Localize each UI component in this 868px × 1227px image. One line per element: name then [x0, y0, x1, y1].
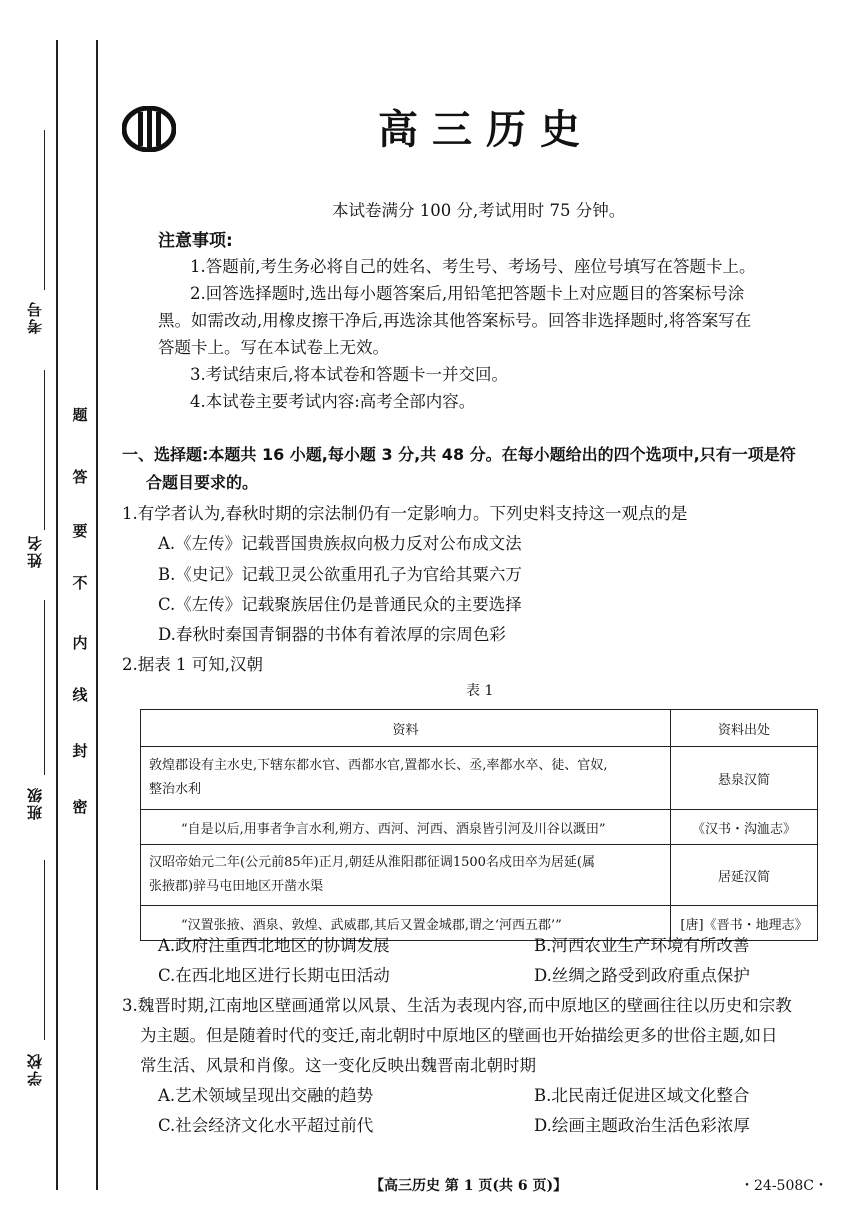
table-cell-source: 悬泉汉简: [671, 747, 818, 810]
class-label: 班级: [26, 786, 44, 820]
question-2-stem: 2.据表 1 可知,汉朝: [122, 655, 263, 674]
notes-line: 2.回答选择题时,选出每小题答案后,用铅笔把答题卡上对应题目的答案标号涂: [190, 284, 745, 303]
seal-warning-char: 线: [72, 686, 88, 704]
table-cell-source: 《汉书・沟洫志》: [671, 810, 818, 845]
exam-no-underline: [44, 130, 45, 290]
question-3-stem-cont: 常生活、风景和肖像。这一变化反映出魏晋南北朝时期: [140, 1056, 536, 1075]
table-cell-content: “汉置张掖、酒泉、敦煌、武威郡,其后又置金城郡,谓之‘河西五郡’”: [141, 906, 671, 941]
binding-line-inner: [96, 40, 98, 1190]
source-table: [140, 709, 818, 941]
seal-warning-char: 要: [72, 522, 88, 540]
question-3-option-c: C.社会经济文化水平超过前代: [158, 1116, 374, 1135]
notes-line: 1.答题前,考生务必将自己的姓名、考生号、考场号、座位号填写在答题卡上。: [190, 257, 756, 276]
page-footer: 【高三历史 第 1 页(共 6 页)】: [370, 1178, 568, 1194]
class-underline: [44, 600, 45, 775]
question-2-option-a: A.政府注重西北地区的协调发展: [158, 936, 390, 955]
question-1-option-d: D.春秋时秦国青铜器的书体有着浓厚的宗周色彩: [158, 625, 506, 644]
school-label: 学校: [26, 1052, 44, 1086]
section-heading-cont: 合题目要求的。: [146, 473, 259, 492]
section-heading: 一、选择题:本题共 16 小题,每小题 3 分,共 48 分。在每小题给出的四个选项中,只有一项是符: [122, 445, 796, 464]
question-3-stem: 3.魏晋时期,江南地区壁画通常以风景、生活为表现内容,而中原地区的壁画往往以历史和宗教: [122, 996, 792, 1015]
seal-warning-char: 内: [72, 634, 88, 652]
table-cell-source: [唐]《晋书・地理志》: [671, 906, 818, 941]
binding-line-outer: [56, 40, 58, 1190]
table-cell-content: 敦煌郡设有主水史,下辖东都水官、西都水官,置都水长、丞,率都水卒、徒、官奴, 整治水利: [141, 747, 671, 810]
question-3-option-a: A.艺术领域呈现出交融的趋势: [158, 1086, 374, 1105]
notes-heading: 注意事项:: [158, 231, 233, 251]
table-row: [141, 810, 818, 845]
table-header-cell: 资料: [141, 710, 671, 747]
publisher-logo-icon: [122, 106, 176, 152]
table-cell-content: 汉昭帝始元二年(公元前85年)正月,朝廷从淮阳郡征调1500名戍田卒为居延(属 张掖郡)骍马屯田地区开凿水渠: [141, 845, 671, 906]
school-underline: [44, 860, 45, 1040]
question-1-option-c: C.《左传》记载聚族居住仍是普通民众的主要选择: [158, 595, 522, 614]
seal-warning-char: 密: [72, 798, 88, 816]
table-cell-content: “自是以后,用事者争言水利,朔方、西河、河西、酒泉皆引河及川谷以溉田”: [141, 810, 671, 845]
question-2-option-c: C.在西北地区进行长期屯田活动: [158, 966, 390, 985]
question-3-stem-cont: 为主题。但是随着时代的变迁,南北朝时中原地区的壁画也开始描绘更多的世俗主题,如日: [140, 1026, 778, 1045]
question-2-option-b: B.河西农业生产环境有所改善: [534, 936, 750, 955]
question-3-option-d: D.绘画主题政治生活色彩浓厚: [534, 1116, 750, 1135]
table-row: [141, 747, 818, 810]
table-cell-source: 居延汉简: [671, 845, 818, 906]
question-3-option-b: B.北民南迁促进区域文化整合: [534, 1086, 750, 1105]
table-header-row: [141, 710, 818, 747]
table-header-cell: 资料出处: [671, 710, 818, 747]
seal-warning-char: 题: [72, 406, 88, 424]
question-1-option-a: A.《左传》记载晋国贵族叔向极力反对公布成文法: [158, 534, 522, 553]
name-underline: [44, 370, 45, 530]
notes-line: 答题卡上。写在本试卷上无效。: [158, 338, 389, 357]
table-row: [141, 845, 818, 906]
page-title: 高三历史: [378, 107, 594, 153]
exam-no-label: 考号: [26, 300, 44, 334]
question-1-option-b: B.《史记》记载卫灵公欲重用孔子为官给其粟六万: [158, 565, 522, 584]
seal-warning-char: 答: [72, 468, 88, 486]
notes-line: 4.本试卷主要考试内容:高考全部内容。: [190, 392, 476, 411]
table-caption: 表 1: [466, 683, 494, 699]
notes-line: 黑。如需改动,用橡皮擦干净后,再选涂其他答案标号。回答非选择题时,将答案写在: [158, 311, 752, 330]
exam-intro: 本试卷满分 100 分,考试用时 75 分钟。: [332, 201, 626, 220]
exam-code: ・24-508C・: [740, 1178, 828, 1194]
seal-warning-char: 不: [72, 574, 88, 592]
seal-warning-char: 封: [72, 742, 88, 760]
name-label: 姓名: [26, 534, 44, 568]
question-2-option-d: D.丝绸之路受到政府重点保护: [534, 966, 750, 985]
notes-line: 3.考试结束后,将本试卷和答题卡一并交回。: [190, 365, 508, 384]
question-1-stem: 1.有学者认为,春秋时期的宗法制仍有一定影响力。下列史料支持这一观点的是: [122, 504, 688, 523]
